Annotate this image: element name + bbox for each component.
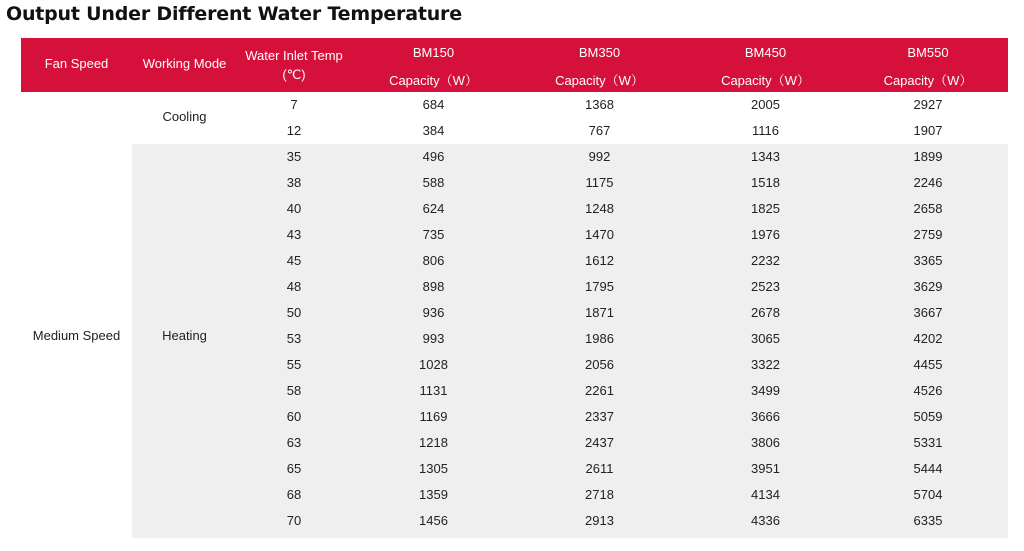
table-cell-bm550: 5444 (913, 461, 943, 476)
header-fan-speed: Fan Speed (44, 56, 109, 71)
table-cell-temp: 53 (286, 331, 302, 346)
table-cell-bm550: 6335 (913, 513, 943, 528)
header-model-bm350: BM350 (578, 45, 621, 60)
table-cell-bm450: 3499 (751, 383, 780, 398)
table-header (21, 38, 1008, 92)
table-cell-temp: 35 (286, 149, 302, 164)
table-cell-bm550: 5059 (913, 409, 943, 424)
table-cell-temp: 50 (286, 305, 302, 320)
table-cell-bm350: 2261 (585, 383, 614, 398)
header-capacity-bm550: Capacity（W） (883, 73, 973, 88)
table-cell-bm450: 1976 (751, 227, 780, 242)
table-cell-bm350: 2437 (585, 435, 614, 450)
table-cell-bm350: 2611 (585, 461, 614, 476)
table-cell-bm150: 1359 (419, 487, 448, 502)
table-cell-bm150: 624 (422, 201, 445, 216)
table-cell-bm350: 1612 (585, 253, 614, 268)
header-capacity-bm350: Capacity（W） (555, 73, 644, 88)
table-cell-bm350: 1470 (585, 227, 614, 242)
table-cell-bm350: 2337 (585, 409, 614, 424)
header-model-bm550: BM550 (907, 45, 949, 60)
table-cell-bm150: 684 (422, 97, 445, 112)
table-cell-bm550: 3667 (913, 305, 943, 320)
fan-speed-value: Medium Speed (32, 328, 121, 343)
table-cell-bm550: 5331 (913, 435, 943, 450)
table-cell-bm550: 2658 (913, 201, 943, 216)
table-cell-bm150: 806 (422, 253, 445, 268)
table-cell-bm450: 2678 (751, 305, 780, 320)
table-cell-temp: 45 (286, 253, 302, 268)
header-capacity-bm450: Capacity（W） (721, 73, 810, 88)
table-cell-bm350: 1795 (585, 279, 614, 294)
table-cell-bm350: 2913 (585, 513, 614, 528)
header-model-bm150: BM150 (412, 45, 455, 60)
table-cell-bm150: 496 (422, 149, 445, 164)
table-cell-bm150: 1456 (419, 513, 448, 528)
table-cell-bm150: 936 (422, 305, 445, 320)
table-cell-bm150: 735 (422, 227, 445, 242)
table-cell-bm550: 2246 (913, 175, 943, 190)
table-cell-bm150: 588 (422, 175, 445, 190)
table-cell-bm450: 4336 (751, 513, 780, 528)
table-cell-bm550: 2927 (913, 97, 943, 112)
table-cell-bm150: 384 (422, 123, 445, 138)
table-cell-bm450: 1518 (751, 175, 780, 190)
header-model-bm450: BM450 (744, 45, 787, 60)
table-body (21, 92, 1008, 538)
table-cell-bm350: 1986 (585, 331, 614, 346)
header-working-mode: Working Mode (142, 56, 227, 71)
table-cell-bm450: 3951 (751, 461, 780, 476)
table-cell-temp: 55 (286, 357, 302, 372)
table-cell-bm150: 1305 (419, 461, 448, 476)
table-cell-temp: 58 (286, 383, 302, 398)
table-cell-temp: 12 (286, 123, 302, 138)
page-title: Output Under Different Water Temperature (6, 3, 462, 25)
table-cell-temp: 60 (286, 409, 302, 424)
table-cell-bm350: 1368 (585, 97, 614, 112)
table-cell-bm450: 1825 (751, 201, 780, 216)
table-cell-bm350: 1175 (585, 175, 614, 190)
table-cell-bm150: 993 (422, 331, 445, 346)
table-cell-temp: 38 (286, 175, 302, 190)
table-cell-bm150: 1218 (419, 435, 448, 450)
table-cell-bm350: 767 (588, 123, 611, 138)
table-cell-bm450: 1343 (751, 149, 780, 164)
table-cell-bm350: 992 (588, 149, 611, 164)
table-cell-bm350: 2056 (585, 357, 614, 372)
table-cell-bm150: 1131 (419, 383, 448, 398)
table-cell-bm550: 1907 (913, 123, 943, 138)
table-cell-temp: 68 (286, 487, 302, 502)
table-cell-bm550: 3365 (913, 253, 943, 268)
table-cell-bm450: 2005 (751, 97, 780, 112)
capacity-table (21, 38, 1008, 538)
table-cell-bm150: 1028 (419, 357, 448, 372)
table-cell-bm450: 3666 (751, 409, 780, 424)
header-capacity-bm150: Capacity（W） (389, 73, 478, 88)
table-cell-bm550: 4455 (913, 357, 943, 372)
table-cell-bm550: 3629 (913, 279, 943, 294)
table-cell-bm450: 3806 (751, 435, 780, 450)
table-cell-temp: 65 (286, 461, 302, 476)
table-cell-bm450: 2232 (751, 253, 780, 268)
table-cell-bm550: 1899 (913, 149, 943, 164)
table-cell-temp: 40 (286, 201, 302, 216)
table-cell-bm350: 1871 (585, 305, 614, 320)
table-cell-bm450: 3322 (751, 357, 780, 372)
table-cell-bm450: 1116 (752, 123, 779, 138)
table-cell-bm450: 2523 (751, 279, 780, 294)
table-cell-temp: 43 (286, 227, 302, 242)
table-cell-bm450: 4134 (751, 487, 780, 502)
header-water-inlet-temp: Water Inlet Temp (245, 48, 343, 63)
table-cell-temp: 63 (286, 435, 302, 450)
table-cell-bm550: 4202 (913, 331, 943, 346)
mode-heating: Heating (162, 328, 207, 343)
table-cell-bm350: 1248 (585, 201, 614, 216)
table-cell-bm350: 2718 (585, 487, 614, 502)
table-cell-bm150: 1169 (419, 409, 448, 424)
header-water-inlet-temp-unit: (℃) (282, 67, 306, 82)
table-cell-bm550: 5704 (913, 487, 943, 502)
table-cell-bm450: 3065 (751, 331, 780, 346)
table-cell-temp: 48 (286, 279, 302, 294)
table-cell-bm150: 898 (422, 279, 445, 294)
table-cell-bm550: 4526 (913, 383, 943, 398)
mode-cooling: Cooling (162, 109, 207, 124)
table-cell-temp: 7 (290, 97, 298, 112)
table-cell-temp: 70 (286, 513, 302, 528)
table-cell-bm550: 2759 (913, 227, 943, 242)
